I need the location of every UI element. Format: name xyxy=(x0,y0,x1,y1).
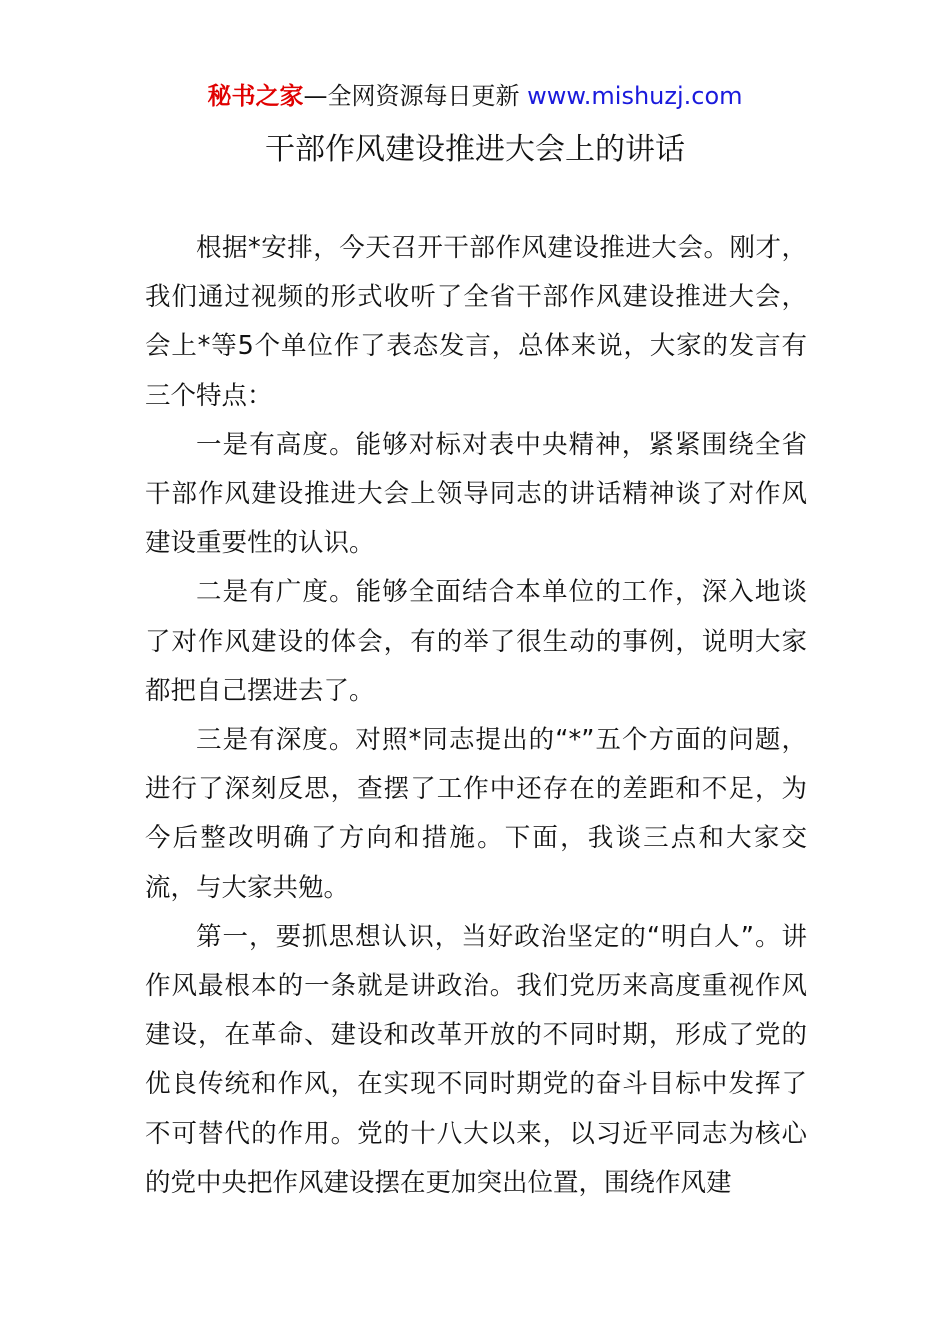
document-title: 干部作风建设推进大会上的讲话 xyxy=(265,132,685,167)
paragraph-point-1: 一是有高度。能够对标对表中央精神，紧紧围绕全省干部作风建设推进大会上领导同志的讲话精神谈了对作风建设重要性的认识。 xyxy=(145,429,807,559)
header-url[interactable]: www.mishuzj.com xyxy=(527,82,743,110)
section-1-heading: 第一，要抓思想认识，当好政治坚定的“明白人”。 xyxy=(196,921,782,952)
header-tagline: —全网资源每日更新 xyxy=(303,82,528,110)
document-body xyxy=(145,224,807,1208)
paragraph-point-3: 三是有深度。对照*同志提出的“*”五个方面的问题，进行了深刻反思，查摆了工作中还存在的差距和不足，为今后整改明确了方向和措施。下面，我谈三点和大家交流，与大家共勉。 xyxy=(145,725,807,903)
paragraph-section-1 xyxy=(145,913,807,1208)
site-header xyxy=(0,80,950,112)
brand-name: 秘书之家 xyxy=(207,82,304,110)
section-1-body: 讲作风最根本的一条就是讲政治。我们党历来高度重视作风建设，在革命、建设和改革开放的不同时期，形成了党的优良传统和作风，在实现不同时期党的奋斗目标中发挥了不可替代的作用。党的十八大以来，以习近平同志为核心的党中央把作风建设摆在更加突出位置，围绕作风建 xyxy=(145,921,807,1198)
paragraph-intro: 根据*安排，今天召开干部作风建设推进大会。刚才，我们通过视频的形式收听了全省干部作风建设推进大会，会上*等5个单位作了表态发言，总体来说，大家的发言有三个特点： xyxy=(145,233,807,411)
paragraph-point-2: 二是有广度。能够全面结合本单位的工作，深入地谈了对作风建设的体会，有的举了很生动的事例，说明大家都把自己摆进去了。 xyxy=(145,577,807,706)
